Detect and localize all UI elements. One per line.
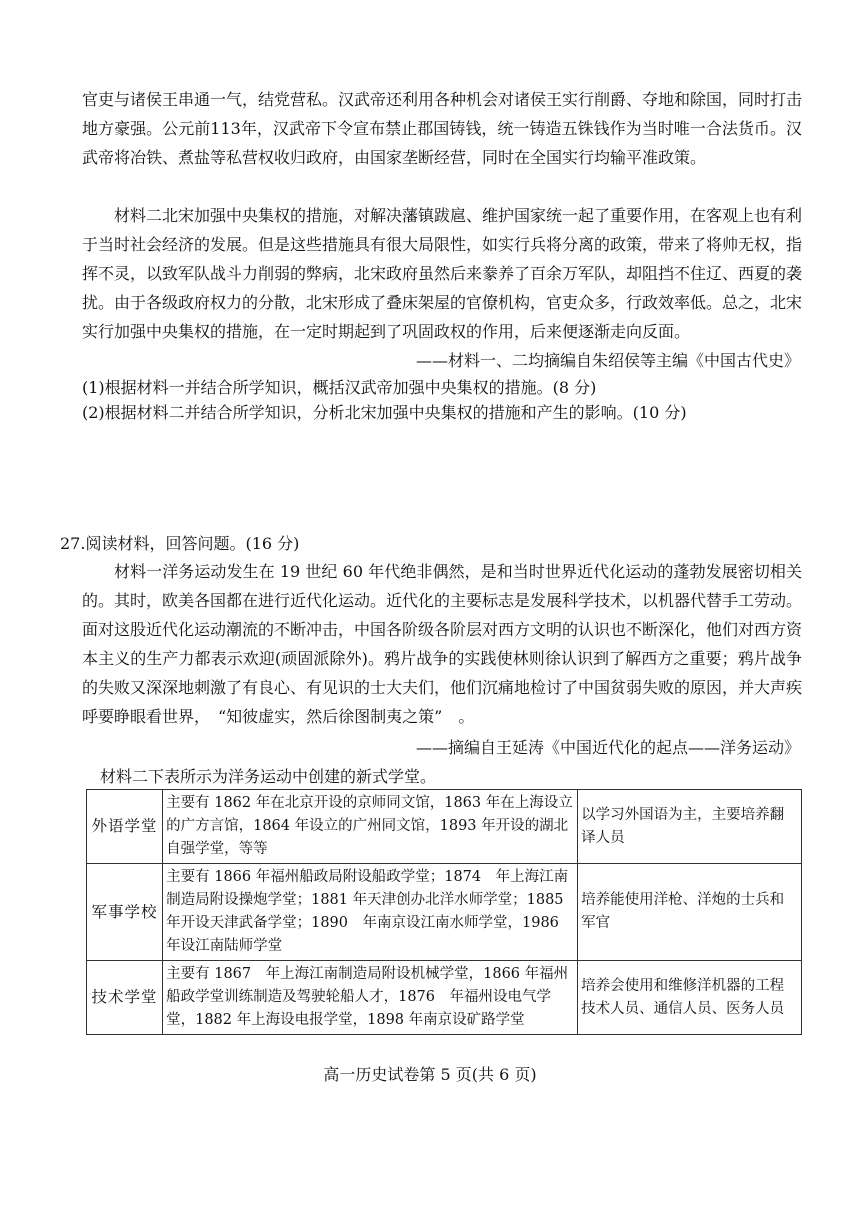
q26-material2: 材料二北宋加强中央集权的措施，对解决藩镇跋扈、维护国家统一起了重要作用，在客观上也有利于当时社会经济的发展。但是这些措施具有很大局限性，如实行兵将分离的政策，带来了将帅无权，指挥不灵，以致军队战斗力削弱的弊病，北宋政府虽然后来豢养了百余万军队，却阻挡不住辽、西夏的袭扰。由于各级政府权力的分散，北宋形成了叠床架屋的官僚机构，官吏众多，行政效率低。总之，北宋实行加强中央集权的措施，在一定时期起到了巩固政权的作用，后来便逐渐走向反面。 [82,206,803,341]
school-detail: 主要有 1867 年上海江南制造局附设机械学堂，1866 年福州船政学堂训练制造及驾驶轮船人才，1876 年福州设电气学堂，1882 年上海设电报学堂，1898 年南京设矿路学堂 [163,961,578,1035]
school-purpose: 培养会使用和维修洋机器的工程技术人员、通信人员、医务人员 [578,961,802,1035]
school-purpose: 以学习外国语为主，主要培养翻译人员 [578,790,802,864]
q27-heading: 27.阅读材料，回答问题。(16 分) [60,534,300,553]
q27-source: ——摘编自王延涛《中国近代化的起点——洋务运动》 [415,738,800,757]
school-category: 军事学校 [87,864,163,961]
q26-question-2: (2)根据材料二并结合所学知识，分析北宋加强中央集权的措施和产生的影响。(10 分) [82,403,687,422]
q26-source: ——材料一、二均摘编自朱绍侯等主编《中国古代史》 [415,351,800,370]
q26-question-1: (1)根据材料一并结合所学知识，概括汉武帝加强中央集权的措施。(8 分) [82,378,597,397]
school-category: 外语学堂 [87,790,163,864]
q26-material1-continuation: 官吏与诸侯王串通一气，结党营私。汉武帝还利用各种机会对诸侯王实行削爵、夺地和除国，同时打击地方豪强。公元前113年，汉武帝下令宣布禁止郡国铸钱，统一铸造五铢钱作为当时唯一合法货币。汉武帝将冶铁、煮盐等私营权收归政府，由国家垄断经营，同时在全国实行均输平准政策。 [82,90,803,167]
school-purpose: 培养能使用洋枪、洋炮的士兵和军官 [578,864,802,961]
q27-material1: 材料一洋务运动发生在 19 世纪 60 年代绝非偶然，是和当时世界近代化运动的蓬勃发展密切相关的。其时，欧美各国都在进行近代化运动。近代化的主要标志是发展科学技术，以机器代替手工劳动。面对这股近代化运动潮流的不断冲击，中国各阶级各阶层对西方文明的认识也不断深化，他们对西方资本主义的生产力都表示欢迎(顽固派除外)。鸦片战争的实践使林则徐认识到了解西方之重要；鸦片战争的失败又深深地刺激了有良心、有见识的士大夫们，他们沉痛地检讨了中国贫弱失败的原因，并大声疾呼要睁眼看世界， “知彼虚实，然后徐图制夷之策” 。 [82,562,803,726]
school-detail: 主要有 1862 年在北京开设的京师同文馆，1863 年在上海设立的广方言馆，1864 年设立的广州同文馆，1893 年开设的湖北自强学堂，等等 [163,790,578,864]
table-row [87,790,802,864]
page-footer: 高一历史试卷第 5 页(共 6 页) [323,1065,537,1084]
q27-material2-intro: 材料二下表所示为洋务运动中创建的新式学堂。 [100,767,437,786]
school-category: 技术学堂 [87,961,163,1035]
table-row [87,864,802,961]
new-schools-table [86,789,802,1035]
table-row [87,961,802,1035]
school-detail: 主要有 1866 年福州船政局附设船政学堂；1874 年上海江南制造局附设操炮学堂；1881 年天津创办北洋水师学堂；1885 年开设天津武备学堂；1890 年南京设江南水师学堂，1986 年设江南陆师学堂 [163,864,578,961]
